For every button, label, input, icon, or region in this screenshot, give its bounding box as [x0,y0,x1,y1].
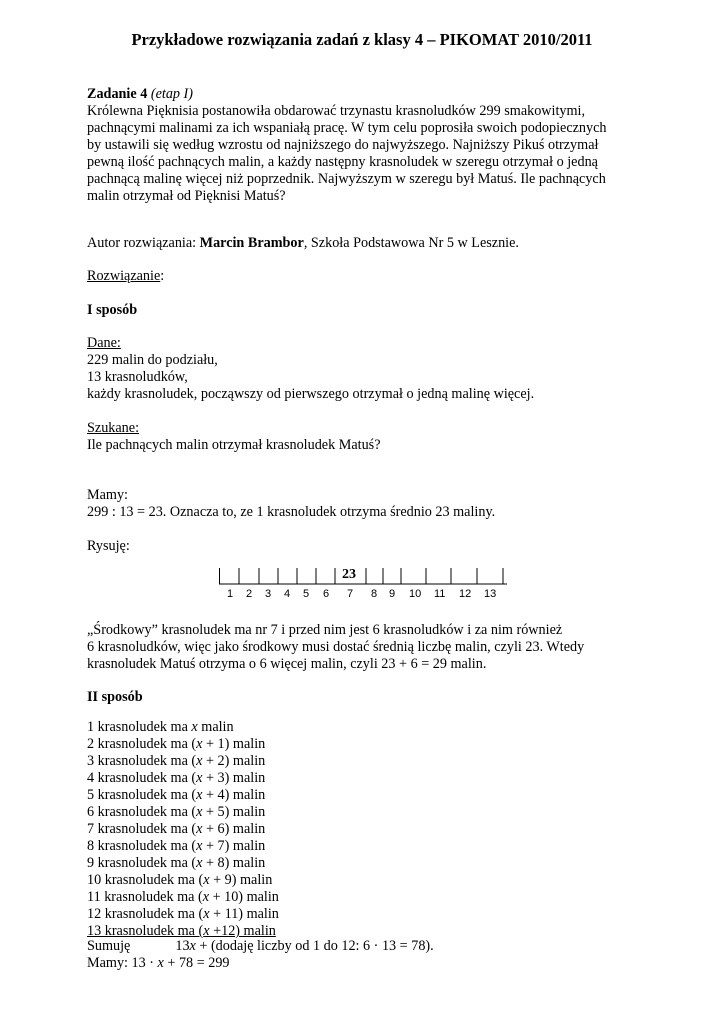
row-suffix: + 1) malin [202,736,266,752]
method1-heading: I sposób [87,302,138,318]
explanation-line: krasnoludek Matuś otrzyma o 6 więcej malin, czyli 23 + 6 = 29 malin. [87,656,487,672]
row-variable: x [196,838,203,854]
row-suffix: + 10) malin [209,889,279,905]
dwarf-row [87,889,279,906]
row-variable: x [203,872,210,888]
dwarf-row [87,736,265,753]
solution-label: Rozwiązanie [87,268,161,284]
row-variable: x [202,889,210,905]
sought-label: Szukane: [87,420,140,436]
equation-var: x [157,955,164,971]
row-variable: x [196,855,203,871]
dwarf-number: 6 [323,588,330,600]
explanation-line: „Środkowy” krasnoludek ma nr 7 i przed nim jest 6 krasnoludków i za nim również [87,622,563,638]
row-variable: x [196,821,203,837]
dwarf-number: 1 [227,588,234,600]
dwarf-number: 5 [303,588,310,600]
row-prefix: 3 krasnoludek ma ( [87,753,197,769]
row-prefix: 11 krasnoludek ma ( [87,889,203,905]
dwarf-number: 11 [434,588,446,600]
dwarf-row [87,855,265,872]
dwarf-row [87,770,265,787]
equation-pre: Mamy: 13 · [87,955,158,971]
row-suffix: + 6) malin [202,821,266,837]
dwarf-number: 2 [246,588,253,600]
row-prefix: 8 krasnoludek ma ( [87,838,197,854]
row-prefix: 4 krasnoludek ma ( [87,770,197,786]
task-text-line: pachnącą malinę więcej niż poprzednik. Najwyższym w szeregu był Matuś. Ile pachnących [87,171,606,187]
task-text-line: by ustawili się według wzrostu od najniższego do najwyższego. Najniższy Pikuś otrzymał [87,137,599,153]
dwarf-number: 10 [409,588,422,600]
author-school: , Szkoła Podstawowa Nr 5 w Lesznie. [303,235,519,251]
sought-text: Ile pachnących malin otrzymał krasnoludek Matuś? [87,437,381,453]
given-item: 229 malin do podziału, [87,352,218,368]
task-text-line: pachnącymi malinami za ich wspaniałą pracę. W tym celu poprosiła swoich podopiecznych [87,120,607,136]
task-text-line: Królewna Pięknisia postanowiła obdarować trzynastu krasnoludków 299 smakowitymi, [87,103,586,119]
given-label: Dane: [87,335,121,351]
have-label: Mamy: [87,487,128,503]
dwarf-row [87,838,265,855]
row-suffix: +12) malin [209,923,276,939]
row-suffix: + 9) malin [209,872,273,888]
row-prefix: 13 krasnoludek ma ( [87,923,204,939]
dwarf-row [87,821,265,838]
row-prefix: 9 krasnoludek ma ( [87,855,197,871]
author-name: Marcin Brambor [199,235,304,251]
center-value: 23 [342,567,356,582]
dwarf-row [87,719,234,736]
row-variable: x [203,923,210,939]
row-prefix: 10 krasnoludek ma ( [87,872,204,888]
row-prefix: 5 krasnoludek ma ( [87,787,197,803]
task-text-line: pewną ilość pachnących malin, a każdy następny krasnoludek w szeregu otrzymał o jedną [87,154,598,170]
solution-label-line [87,268,164,285]
row-suffix: + 3) malin [202,770,266,786]
dwarf-row [87,872,272,889]
row-variable: x [196,787,203,803]
dwarf-number: 4 [284,588,291,600]
equation-post: + 78 = 299 [163,955,230,971]
draw-label: Rysuję: [87,538,130,554]
dwarf-number: 3 [265,588,272,600]
row-suffix: + 11) malin [209,906,279,922]
sum-rest: + (dodaję liczby od 1 do 12: 6 · 13 = 78). [195,938,434,954]
given-item: 13 krasnoludków, [87,369,188,385]
dwarf-row [87,804,265,821]
method2-heading: II sposób [87,689,143,705]
have-text: 299 : 13 = 23. Oznacza to, ze 1 krasnoludek otrzyma średnio 23 maliny. [87,504,496,520]
task-stage: (etap I) [150,86,194,102]
row-suffix: + 7) malin [202,838,266,854]
row-suffix: + 2) malin [202,753,266,769]
row-suffix: malin [197,719,234,735]
row-variable: x [196,736,203,752]
dwarf-row [87,787,265,804]
dwarf-number: 7 [347,588,354,600]
sum-coef: 13 [175,938,190,954]
author-prefix: Autor rozwiązania: [87,235,200,251]
dwarf-row [87,906,279,923]
task-heading: Zadanie 4 [87,86,148,102]
sum-label: Sumuję [87,938,131,954]
solution-colon: : [160,268,165,284]
task-text-line: malin otrzymał od Pięknisi Matuś? [87,188,286,204]
row-prefix: 2 krasnoludek ma ( [87,736,197,752]
dwarf-row-lines [219,566,509,586]
row-variable: x [196,753,203,769]
row-prefix: 1 krasnoludek ma [87,719,192,735]
given-item: każdy krasnoludek, począwszy od pierwszego otrzymał o jedną malinę więcej. [87,386,535,402]
document-title: Przykładowe rozwiązania zadań z klasy 4 – PIKOMAT 2010/2011 [131,30,593,49]
sum-var: x [189,938,196,954]
dwarf-number: 9 [389,588,396,600]
row-variable: x [203,906,210,922]
sum-line [87,938,434,955]
dwarf-number: 8 [371,588,378,600]
task-heading-line [87,86,193,103]
row-suffix: + 5) malin [202,804,266,820]
row-suffix: + 8) malin [202,855,266,871]
row-variable: x [196,770,203,786]
row-variable: x [196,804,203,820]
row-prefix: 7 krasnoludek ma ( [87,821,197,837]
dwarf-number: 13 [484,588,497,600]
dwarf-number: 12 [459,588,472,600]
row-prefix: 6 krasnoludek ma ( [87,804,197,820]
row-suffix: + 4) malin [202,787,266,803]
author-line [87,235,519,252]
dwarf-row [87,753,265,770]
row-prefix: 12 krasnoludek ma ( [87,906,204,922]
equation-line [87,955,230,972]
row-variable: x [191,719,198,735]
explanation-line: 6 krasnoludków, więc jako środkowy musi dostać średnią liczbę malin, czyli 23. Wtedy [87,639,585,655]
